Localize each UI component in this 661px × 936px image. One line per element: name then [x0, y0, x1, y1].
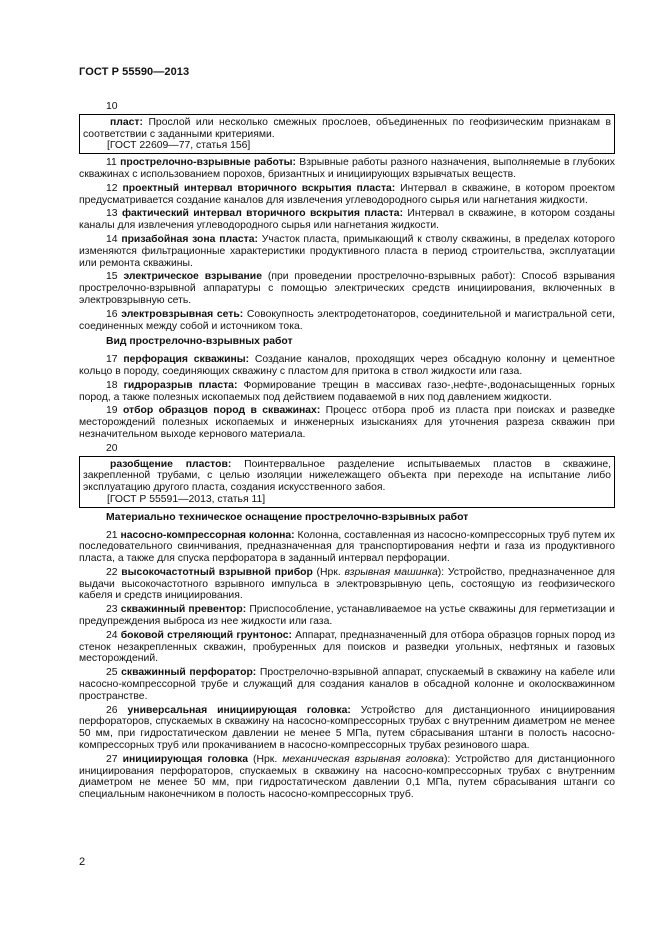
term-10-def: Прослой или несколько смежных прослоев, объединенных по геофизическим признакам в соответствии с заданными критериями.	[83, 116, 611, 140]
term-19-def: Процесс отбора проб из пласта при поисках и разведке месторождений полезных ископаемых и инженерных изысканиях для уточнения разреза скважин при незначительном выходе кернового материала.	[79, 405, 615, 440]
term-13-num: 13	[106, 208, 122, 220]
term-23	[79, 604, 615, 628]
term-23-name: скважинный превентор:	[120, 604, 247, 616]
term-27-num: 27	[106, 753, 123, 765]
term-26	[79, 705, 615, 752]
term-18-num: 18	[106, 379, 124, 391]
term-22-deprecated: взрывная машинка	[344, 566, 438, 578]
term-13-name: фактический интервал вторичного вскрытия пласта:	[121, 208, 404, 220]
term-25-name: скважинный перфоратор:	[121, 667, 257, 679]
term-24	[79, 630, 615, 665]
term-box-20	[79, 456, 615, 508]
term-23-num: 23	[106, 604, 121, 616]
term-11-def: Взрывные работы разного назначения, выполняемые в глубоких скважинах с использованием порохов, бризантных и инициирующих взрывчатых веществ.	[79, 157, 615, 180]
term-26-name: универсальная инициирующая головка:	[127, 704, 351, 716]
term-11-name: прострелочно-взрывные работы:	[120, 157, 296, 169]
term-24-name: боковой стреляющий грунтонос:	[120, 629, 292, 641]
term-27-pre: (Нрк.	[247, 753, 283, 765]
term-23-def: Приспособление, устанавливаемое на устье скважины для герметизации и предупреждения выброса из нее жидкости или газа.	[79, 604, 615, 628]
term-16-num: 16	[106, 308, 122, 320]
term-14-name: призабойная зона пласта:	[121, 233, 258, 245]
term-27	[79, 754, 615, 801]
term-20	[83, 459, 611, 494]
term-12-name: проектный интервал вторичного вскрытия пласта:	[122, 182, 396, 194]
term-18-def: Формирование трещин в массивах газо-,нефте-,водонасыщенных горных пород, а также полезных ископаемых под действием подаваемой в них под давлением жидкости.	[79, 379, 615, 403]
page-number: 2	[79, 856, 86, 868]
section-heading-equipment: Материально техническое оснащение прострелочно-взрывных работ	[106, 511, 469, 523]
term-number-20: 20	[106, 442, 118, 454]
page-header: ГОСТ Р 55590—2013	[79, 66, 190, 78]
term-15-def: (при проведении прострелочно-взрывных работ): Способ взрывания прострелочно-взрывной аппаратуры с помощью электрических средств инициирования, включенных в электровзрывную сеть.	[79, 271, 615, 306]
term-27-deprecated: механическая взрывная головка	[282, 753, 444, 765]
term-22-name: высокочастотный взрывной прибор	[121, 566, 313, 578]
term-21-def: Колонна, составленная из насосно-компрессорных труб путем их последовательного свинчивания, предназначенная для транспортирования нефти и газа из продуктивного пласта, а также для спуска перфоратора в заданный интервал перфорации.	[79, 529, 616, 565]
term-25	[79, 667, 615, 702]
term-10-ref: [ГОСТ 22609—77, статья 156]	[107, 140, 251, 152]
term-18-name: гидроразрыв пласта:	[123, 379, 238, 391]
term-20-ref: [ГОСТ Р 55591—2013, статья 11]	[107, 493, 266, 505]
term-17-num: 17	[106, 354, 124, 366]
term-17-def: Создание каналов, проходящих через обсадную колонну и цементное кольцо в породу, соединяющих скважину с пластом для притока в ствол жидкости или газа.	[79, 354, 615, 377]
term-13	[79, 208, 615, 232]
term-26-num: 26	[106, 704, 128, 716]
term-20-name: разобщение пластов:	[110, 458, 232, 470]
term-14-num: 14	[106, 233, 122, 245]
term-10-name: пласт:	[110, 116, 143, 128]
term-11-num: 11	[106, 157, 121, 169]
term-21-name: насосно-компрессорная колонна:	[120, 529, 295, 541]
term-14	[79, 234, 615, 269]
term-24-def: Аппарат, предназначенный для отбора образцов горных пород из стенок незакрепленных скважин, пробуренных для поисков и разведки угольных, нефтяных и газовых месторождений.	[79, 629, 615, 665]
term-20-def: Поинтервальное разделение испытываемых пластов в скважине, закрепленной трубами, с целью изоляции нижележащего объекта при переходе на испытание либо эксплуатацию другого пласта, создания искусственного забоя.	[83, 458, 611, 494]
term-17	[79, 354, 615, 378]
term-22-def: ): Устройство, предназначенное для выдачи высокочастотного взрывного импульса в электровзрывную цепь, состоящую из геофизического кабеля и средств инициирования.	[79, 566, 615, 602]
term-18	[79, 380, 615, 404]
term-19-num: 19	[106, 405, 123, 417]
term-10	[83, 117, 611, 141]
term-21	[79, 530, 615, 565]
term-12-def: Интервал в скважине, в котором проектом предусматривается создание каналов для извлечения углеводородного сырья или нагнетания жидкости.	[79, 182, 615, 206]
term-12	[79, 183, 615, 207]
document-body	[79, 101, 615, 803]
term-box-10	[79, 114, 615, 154]
term-21-num: 21	[106, 529, 121, 541]
term-19-name: отбор образцов пород в скважинах:	[122, 405, 321, 417]
section-heading-types: Вид прострелочно-взрывных работ	[106, 336, 293, 348]
term-11	[79, 157, 615, 181]
term-22	[79, 567, 615, 602]
term-17-name: перфорация скважины:	[123, 354, 250, 366]
term-14-def: Участок пласта, примыкающий к стволу скважины, в пределах которого изменяются фильтрационные характеристики продуктивного пласта в период строительства, эксплуатации или ремонта скважины.	[79, 233, 615, 269]
term-15-num: 15	[106, 271, 124, 283]
term-25-num: 25	[106, 667, 122, 679]
term-19	[79, 405, 615, 440]
term-26-def: Устройство для дистанционного инициирования перфораторов, спускаемых в скважину на насосно-компрессорных трубах с внутренним диаметром не менее 50 мм, при гидростатическом давлении не менее 5 МПа, путем сбрасывания штанги в полость насосно-компрессорных труб или прокачиванием в насосно-компрессорных трубах резинового шара.	[79, 704, 615, 752]
term-16-def: Совокупность электродетонаторов, соединительной и магистральной сети, соединенных между собой и источником тока.	[79, 308, 615, 332]
term-15	[79, 271, 615, 306]
term-13-def: Интервал в скважине, в котором созданы каналы для извлечения углеводородного сырья или нагнетания жидкости.	[79, 208, 615, 232]
term-12-num: 12	[106, 182, 123, 194]
term-24-num: 24	[106, 629, 121, 641]
term-22-pre: (Нрк.	[312, 566, 345, 578]
term-16-name: электровзрывная сеть:	[121, 308, 244, 320]
term-22-num: 22	[106, 566, 122, 578]
term-27-name: инициирующая головка	[122, 753, 248, 765]
term-27-def: ): Устройство для дистанционного инициирования перфораторов, спускаемых в скважину на насосно-компрессорных трубах с внутренним диаметром не менее 50 мм, при гидростатическом давлении 0,1 МПа, путем сбрасывания штанги со специальным наконечником в полость насосно-компрессорных труб.	[79, 753, 615, 801]
term-number-10: 10	[106, 101, 118, 112]
term-16	[79, 309, 615, 333]
term-25-def: Прострелочно-взрывной аппарат, спускаемый в скважину на кабеле или насосно-компрессорной трубе и служащий для создания каналов в обсадной колонне и околоскважинном пространстве.	[79, 667, 616, 702]
term-15-name: электрическое взрывание	[123, 271, 262, 283]
